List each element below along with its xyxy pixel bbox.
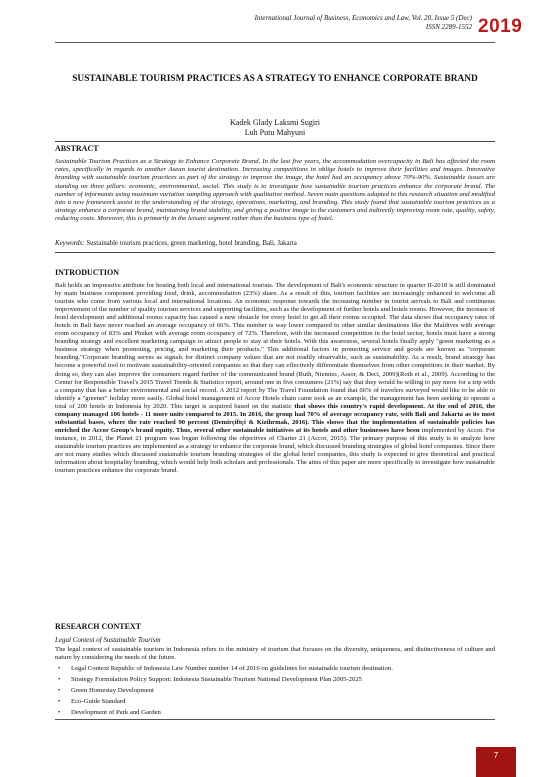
- bullet-icon: •: [58, 665, 61, 672]
- author-name: Luh Putu Mahyuni: [244, 128, 306, 137]
- author-list: [55, 118, 495, 138]
- research-context-heading: RESEARCH CONTEXT: [55, 622, 142, 631]
- list-item: [55, 696, 495, 707]
- list-item-text: Eco-Guide Standard: [71, 698, 126, 705]
- journal-issn: ISSN 2289-1552: [425, 23, 472, 31]
- journal-name: International Journal of Business, Economics and Law, Vol. 20, Issue 5 (Dec): [254, 14, 472, 22]
- page-number: 7: [476, 747, 516, 777]
- legal-context-text: The legal context of sustainable tourism in Indonesia refers to the ministry of tourism that focuses on the diversity, uniqueness, and distinctiveness of culture and nature by considering the needs of the future.: [55, 646, 495, 661]
- paper-title: SUSTAINABLE TOURISM PRACTICES AS A STRATEGY TO ENHANCE CORPORATE BRAND: [72, 74, 478, 84]
- abstract-bottom-rule: [55, 252, 495, 253]
- list-item: [55, 663, 495, 674]
- introduction-text: [55, 282, 495, 475]
- journal-year: 2019: [478, 16, 523, 37]
- abstract-heading: ABSTRACT: [55, 144, 99, 153]
- keywords-label: Keywords:: [55, 240, 85, 247]
- list-item: [55, 685, 495, 696]
- bullet-icon: •: [58, 676, 61, 683]
- keywords-text: Sustainable tourism practices, green marketing, hotel branding, Bali, Jakarta: [86, 240, 297, 247]
- author-name: Kadek Glady Laksmi Sugiri: [230, 118, 320, 127]
- list-item: [55, 707, 495, 718]
- list-item-text: Legal Context Republic of Indonesia Law Number number 14 of 2016 on guidelines for sustainable tourism destination.: [71, 665, 393, 672]
- bullet-icon: •: [58, 698, 61, 705]
- introduction-heading: INTRODUCTION: [55, 268, 120, 277]
- list-item-text: Strategy Formulation Policy Support: Indonesia Sustainable Tourism National Development Plan 2005-2025: [71, 676, 363, 683]
- footer-divider: [55, 719, 495, 720]
- abstract-top-rule: [55, 141, 495, 142]
- bullet-icon: •: [58, 687, 61, 694]
- bullet-icon: •: [58, 709, 61, 716]
- list-item: [55, 674, 495, 685]
- keywords: [55, 240, 495, 248]
- list-item-text: Development of Park and Garden: [71, 709, 161, 716]
- list-item-text: Green Homestay Development: [71, 687, 154, 694]
- abstract-text: Sustainable Tourism Practices as a Strategy to Enhance Corporate Brand. In the last five years, the accommodation overcapacity in Bali has affected the room rates, specifically in regards to another Asean tourist destination. Increasing competitions in oblige hotels to improve their facilities and images. Innovative branding with sustainable tourism practices as part of the strategy to improve the image, the hotel had an occupancy above 70%-90%. Sustainable issues are standing on three pillars: economic, environmental, social. This study is to investigate how sustainable tourism practices enhance the corporate brand. The number of informants using maximum variation sampling approach with qualitative method. Seven main questions adapted to this research situation and modified into a new framework assist in the understanding of the strategy, operations, marketing, and branding. This study found that sustainable tourism practices as a strategy enhance a corporate brand, maintaining brand stability, and giving a positive image to the customers and indirectly improving room rate, quality, safety, reducing costs. Moreover, this is primarily in the leisure segment rather than the business type of hotel.: [55, 158, 495, 223]
- journal-header: [180, 14, 472, 32]
- header-divider: [55, 42, 495, 43]
- introduction-bold-passage: that shows this country's rapid development. At the end of 2016, the company managed 106 hotels - 11 more units compared to 2015. In 2016, the group had 70% of average occupancy rate, with Bali and Jakarta as its most substantial bases, where the rate reached 90 percent (Demirçiftçi & Kizilırmak, 2016). This shows that the implementation of sustainable policies has enriched the Accor Group's brand equity. Thus, several other sustainable initiatives at its hotels and other businesses have been: [55, 402, 495, 434]
- legal-context-subheading: Legal Context of Sustainable Tourism: [55, 636, 161, 644]
- legal-context-list: [55, 663, 495, 718]
- introduction-paragraph: Bali holds an impressive attribute for hosting both local and international tourists. The development of Bali's economic structure in quarter II-2018 is still dominated by main business component providing food, drink, accommodation (23%) share. As a result of this, tourism facilities are increasingly enhanced to welcome all tourists who come from various local and international locations. An economic response towards the increasing number in tourist arrivals to Bali and continuous improvement of the number of quality tourism services and supporting facilities, such as the development of further hotels and hotels rooms. However, the increase of hotel development and additional rooms capacity has caused a new obstacle for every hotel to get all their rooms occupied. The data shows that occupancy rates of hotels in Bali have never reached an average occupancy of 66%. This number is way lower compared to other similar destinations like the Maldives with average room occupancy of 83% and Phuket with average room occupancy of 72%. Therefore, with the increased competition in the hotel sector, hotels must have a strong branding strategy and excellent marketing campaign to attract people to stay at their hotels. With this awareness, several hotels finally apply "green marketing as a business strategy when promoting, pricing, and marketing their products." This additional factors in promoting service and goods are known as "corporate branding."Corporate branding serves as signals for distinct company values that are not readily observable, such as sustainability. As a result, brand strategy has become a powerful tool to motivate sustainability-oriented companies so that they can effectively differentiate themselves from other competitors in their market. By doing so, they can also improve the consumers regard further of the communicated brand (Ruth, Niemiec, Assor, & Deci, 2009)(Roth et al., 2009). According to the Center for Responsible Travel's 2015 Travel Trends & Statistics report, around one in five consumers (21%) say that they would be willing to pay more for a trip with a company that has a better environmental and social record. A 2012 report by The Travel Foundation found that 66% of travelers surveyed would like to be able to identify a "greener" holiday more easily. Global hotel management of Accor Hotels chain came took as an example, the management has been seeking to operate a total of 200 hotels in Indonesia by 2020. This target is acquired based on the statistic: [55, 282, 495, 410]
- introduction-paragraph: implemented by Accor. For instance, in 2012, the Planet 21 program was begun following the objectives of Charter 21 (Accor, 2015). The primary purpose of this study is to analyze how sustainable tourism practices are implemented as a strategy to enhance the corporate brand, which discussed branding strategies of global hotel companies. Since there are not many studies which discussed sustainable tourism branding strategies of the global hotel companies, this study is expected to give theoretical and practical information about hospitality branding, which would help both scholars and professionals. The aims of this paper are more specifically to investigate how sustainable tourism practices enhance the corporate brand.: [55, 426, 495, 475]
